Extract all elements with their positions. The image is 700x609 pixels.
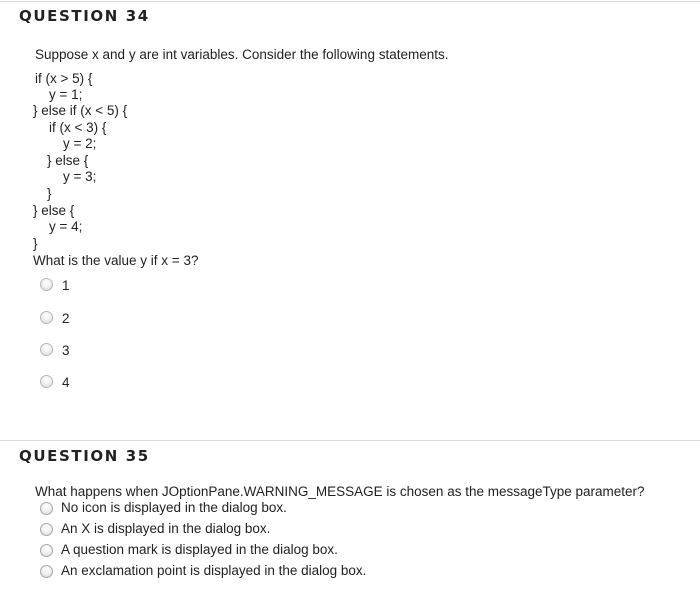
- code-line: } else {: [47, 153, 89, 168]
- option-label: 2: [62, 311, 70, 326]
- option-label: No icon is displayed in the dialog box.: [61, 500, 287, 515]
- code-line: y = 2;: [63, 136, 97, 151]
- option-label: 1: [62, 278, 70, 293]
- option-label: A question mark is displayed in the dialog box.: [61, 542, 338, 557]
- code-line: } else if (x < 5) {: [33, 103, 128, 118]
- question-35-title: QUESTION 35: [19, 447, 150, 465]
- question-35-prompt: What happens when JOptionPane.WARNING_MESSAGE is chosen as the messageType parameter?: [35, 484, 645, 499]
- radio-q34-option-3[interactable]: [40, 343, 53, 356]
- code-line: }: [47, 186, 52, 201]
- top-divider: [0, 1, 700, 2]
- radio-q35-option-3[interactable]: [40, 544, 53, 557]
- question-34-intro: Suppose x and y are int variables. Consider the following statements.: [35, 47, 449, 62]
- option-label: An exclamation point is displayed in the dialog box.: [61, 563, 367, 578]
- code-line: y = 1;: [49, 87, 83, 102]
- radio-q34-option-2[interactable]: [40, 311, 53, 324]
- radio-q35-option-1[interactable]: [40, 502, 53, 515]
- option-label: 4: [62, 375, 70, 390]
- radio-q35-option-2[interactable]: [40, 523, 53, 536]
- code-line: } else {: [33, 203, 75, 218]
- option-label: An X is displayed in the dialog box.: [61, 521, 271, 536]
- code-line: y = 4;: [49, 219, 83, 234]
- code-line: }: [33, 236, 38, 251]
- code-line: if (x > 5) {: [35, 71, 93, 86]
- code-line: if (x < 3) {: [49, 120, 107, 135]
- code-line: y = 3;: [63, 169, 97, 184]
- question-divider: [0, 440, 700, 441]
- option-label: 3: [62, 343, 70, 358]
- radio-q34-option-1[interactable]: [40, 278, 53, 291]
- radio-q34-option-4[interactable]: [40, 375, 53, 388]
- radio-q35-option-4[interactable]: [40, 565, 53, 578]
- question-34-prompt: What is the value y if x = 3?: [33, 253, 199, 268]
- question-34-title: QUESTION 34: [19, 7, 150, 25]
